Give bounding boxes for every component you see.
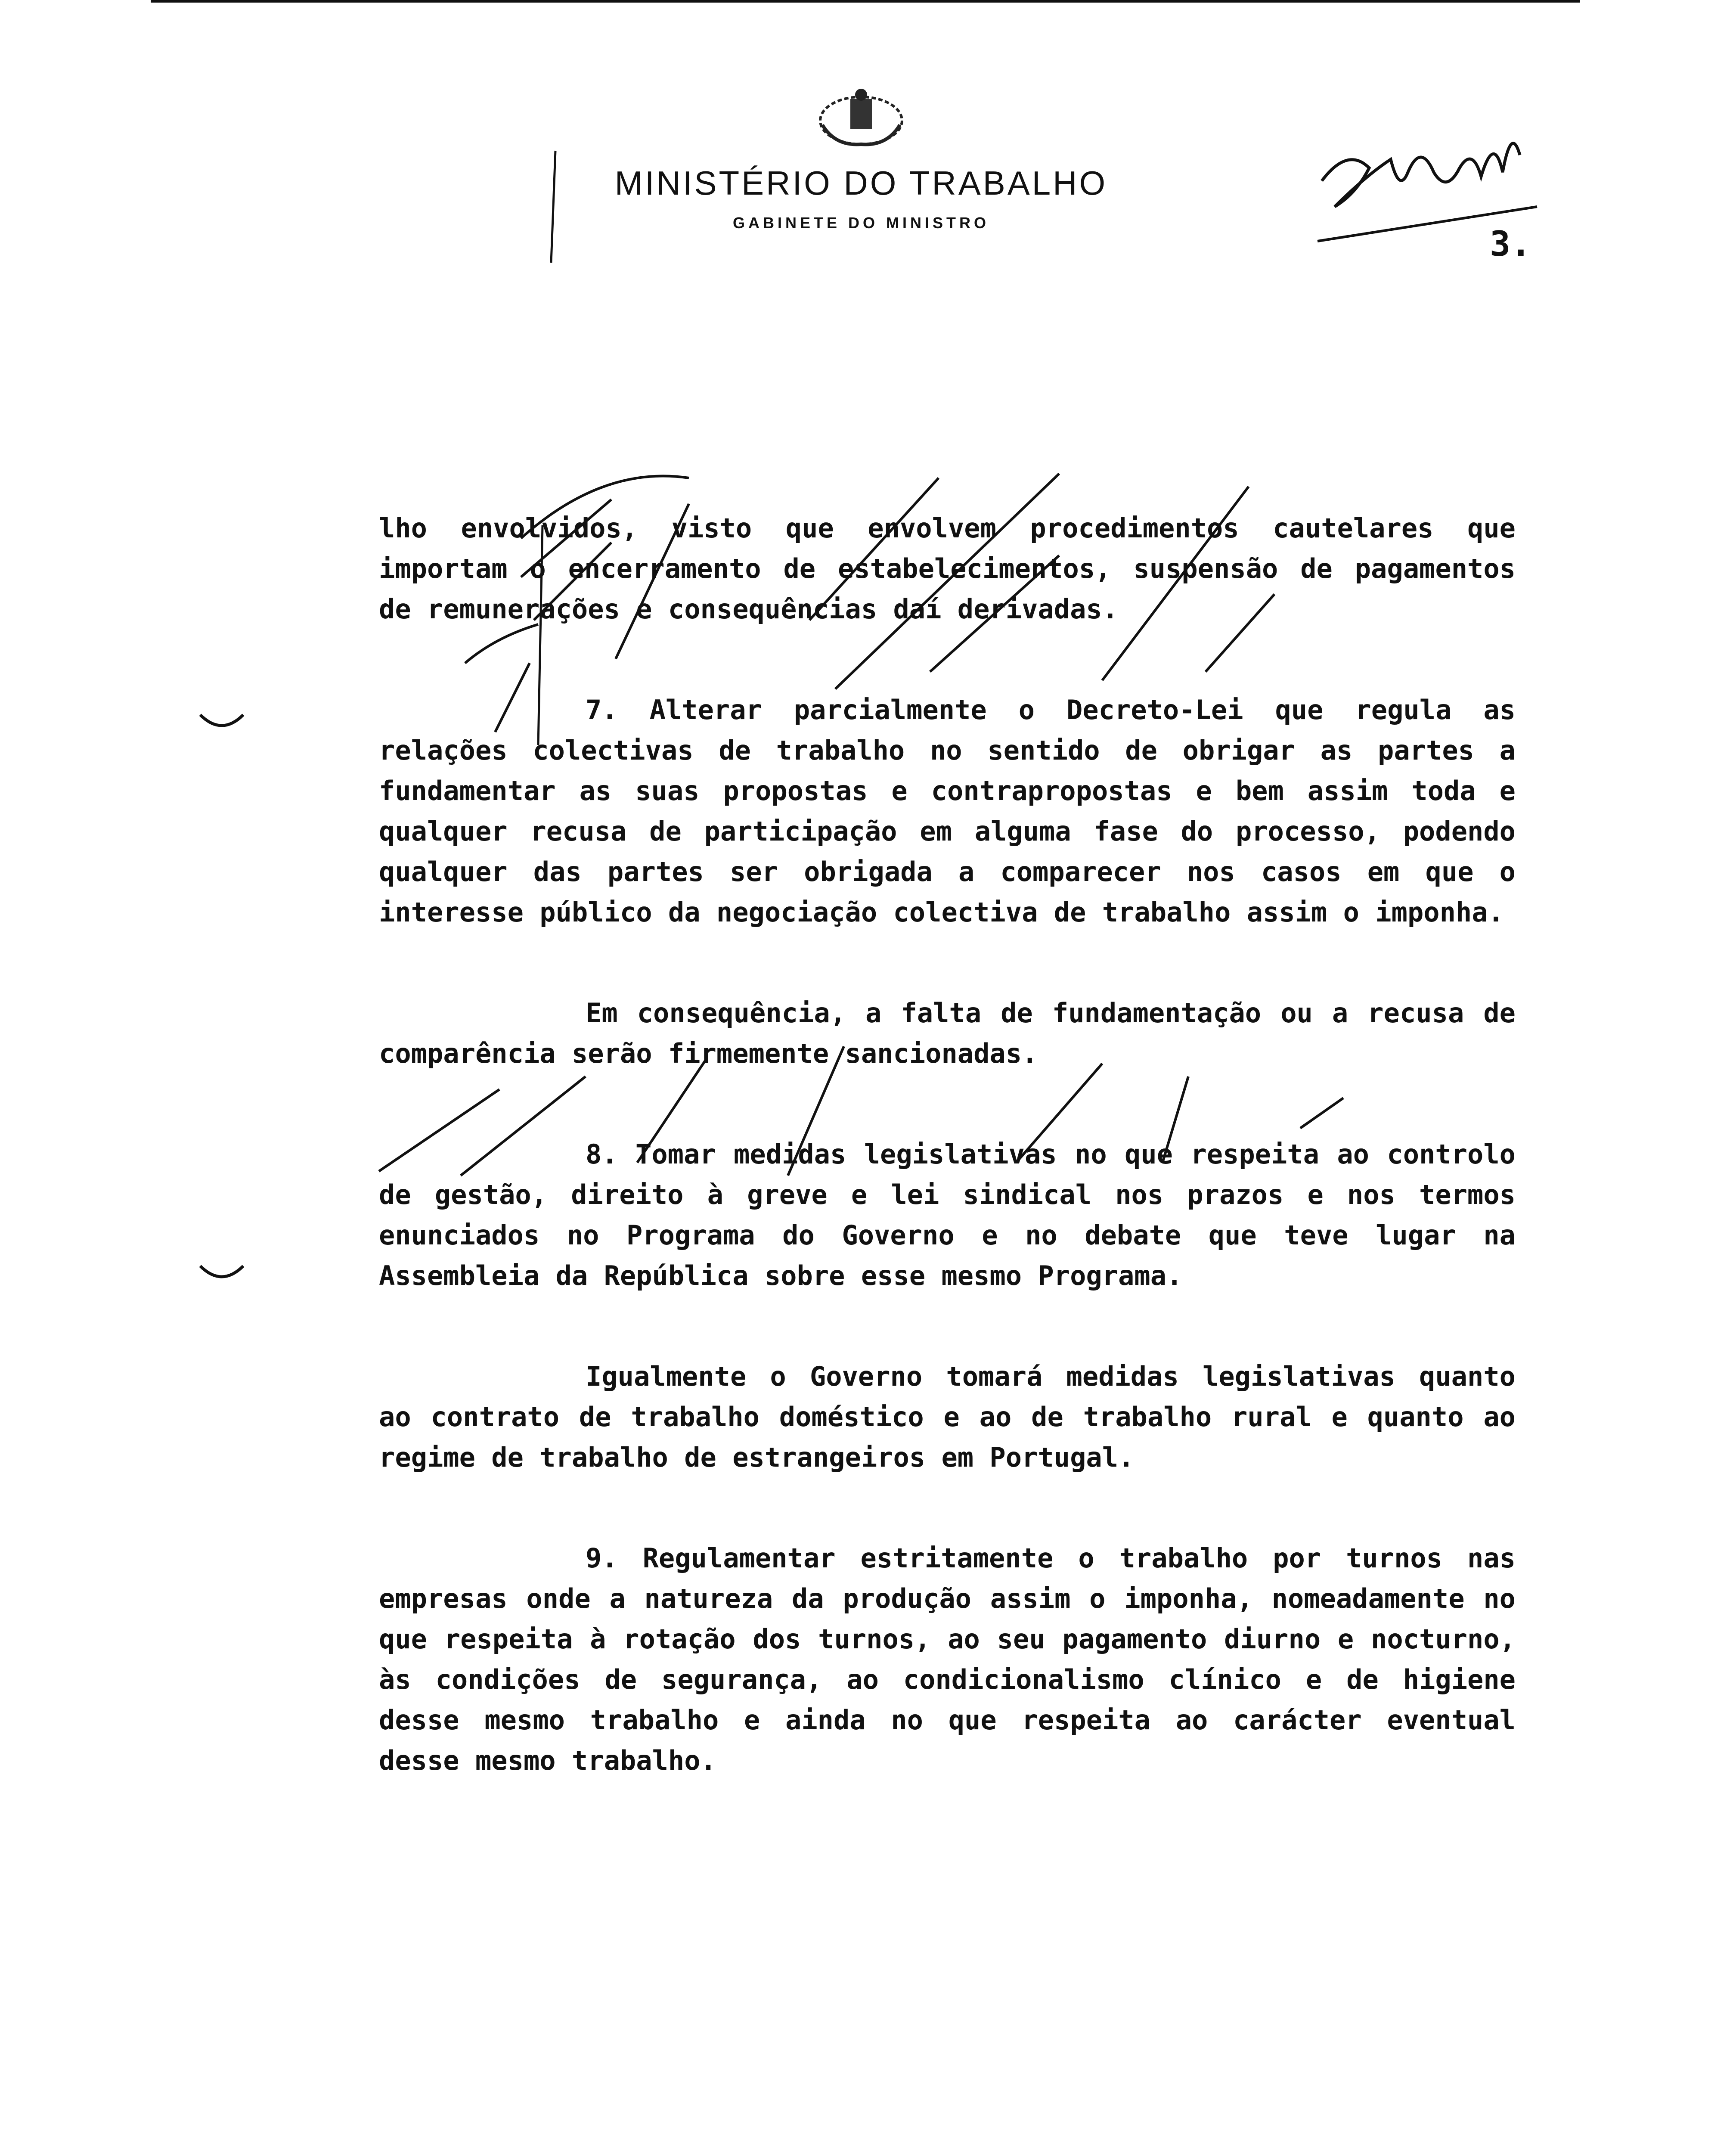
paragraph-continuation: lho envolvidos, visto que envolvem procedimentos cautelares que importam o encerramento de estabelecimentos, suspensão de pagamentos de remunerações e consequências daí derivadas.: [379, 512, 1516, 625]
paragraph-government-measures: Igualmente o Governo tomará medidas legislativas quanto ao contrato de trabalho doméstico e ao de trabalho rural e quanto ao regime de trabalho de estrangeiros em Portugal.: [379, 1361, 1516, 1473]
coat-of-arms-emblem: [809, 86, 913, 151]
page-number: 3.: [1490, 224, 1531, 264]
top-border-line: [151, 0, 1580, 3]
ministry-title: MINISTÉRIO DO TRABALHO: [614, 164, 1108, 202]
letterhead: [560, 86, 1162, 232]
paragraph-8: 8. Tomar medidas legislativas no que respeita ao controlo de gestão, direito à greve e lei sindical nos prazos e nos termos enunciados no Programa do Governo e no debate que teve lugar na Assembleia da República sobre esse mesmo Programa.: [379, 1139, 1516, 1291]
paragraph-7: 7. Alterar parcialmente o Decreto-Lei que regula as relações colectivas de trabalho no sentido de obrigar as partes a fundamentar as suas propostas e contrapropostas e bem assim toda e qualquer recusa de participação em alguma fase do processo, podendo qualquer das partes ser obrigada a comparecer nos casos em que o interesse público da negociação colectiva de trabalho assim o imponha.: [379, 694, 1516, 928]
paragraph-9: 9. Regulamentar estritamente o trabalho por turnos nas empresas onde a natureza da produção assim o imponha, nomeadamente no que respeita à rotação dos turnos, ao seu pagamento diurno e nocturno, às condições de segurança, ao condicionalismo clínico e de higiene desse mesmo trabalho e ainda no que respeita ao carácter eventual desse mesmo trabalho.: [379, 1542, 1516, 1776]
margin-mark: [198, 710, 245, 736]
document-body: [379, 508, 1516, 1841]
cabinet-subtitle: GABINETE DO MINISTRO: [732, 214, 989, 232]
paragraph-consequence: Em consequência, a falta de fundamentação ou a recusa de comparência serão firmemente sancionadas.: [379, 997, 1516, 1069]
margin-mark: [198, 1262, 245, 1287]
